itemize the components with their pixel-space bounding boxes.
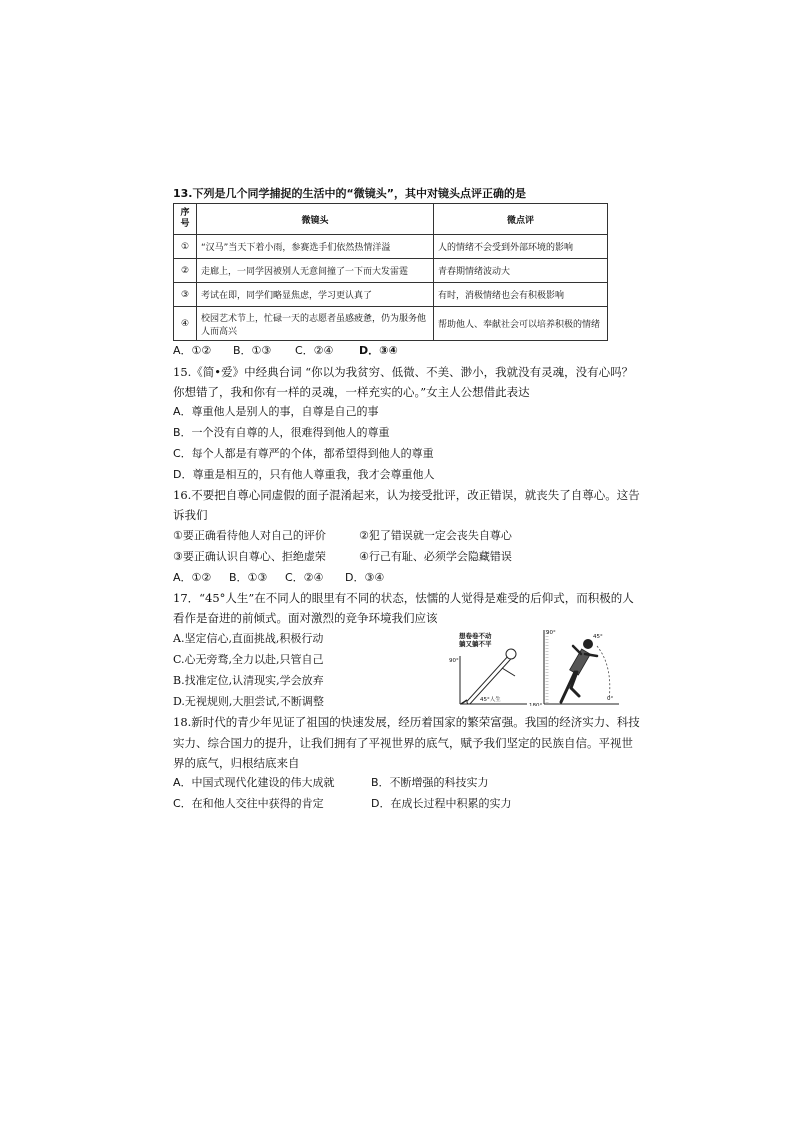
row-lens: 走廊上，一同学因被别人无意间撞了一下而大发雷霆: [197, 259, 434, 283]
q16-item-3: ③要正确认识自尊心、拒绝虚荣: [173, 550, 326, 563]
q16-item-1: ①要正确看待他人对自己的评价: [173, 529, 326, 542]
angle-arc: [597, 646, 610, 700]
q16-item-2: ②犯了错误就一定会丧失自尊心: [359, 529, 512, 542]
q18-option-d[interactable]: D．在成长过程中积累的实力: [371, 797, 512, 810]
q15-option-d[interactable]: D．尊重是相互的，只有他人尊重我，我才会尊重他人: [173, 468, 435, 481]
row-num: ①: [174, 235, 197, 259]
q16-stem-line2: 诉我们: [173, 508, 208, 522]
q17-illustration: [447, 626, 625, 706]
right-angle-45: 45°: [593, 634, 603, 640]
q13-option-b[interactable]: B．①③: [233, 344, 272, 357]
q13-table-header: [174, 204, 608, 235]
q17-stem-line2: 看作是奋进的前倾式。面对激烈的竞争环境我们应该: [173, 611, 438, 625]
q18-options-row2: [173, 796, 511, 812]
q17-option-a[interactable]: A.坚定信心,直面挑战,积极行动: [173, 632, 324, 645]
q16-items-row1: [173, 528, 512, 544]
arm-icon: [502, 668, 515, 676]
q16-options: [173, 570, 384, 586]
table-row: [174, 235, 608, 259]
reclining-figure: [449, 631, 527, 704]
row-comment: 人的情绪不会受到外部环境的影响: [434, 235, 608, 259]
q13-option-d[interactable]: D．③④: [359, 344, 398, 357]
q17-option-c[interactable]: C.心无旁骛,全力以赴,只管自己: [173, 653, 324, 666]
table-row: [174, 307, 608, 341]
row-comment: 帮助他人、奉献社会可以培养积极的情绪: [434, 307, 608, 341]
right-angle-180: 180°: [529, 703, 543, 706]
q16-item-4: ④行己有耻、必须学会隐藏错误: [359, 550, 512, 563]
right-angle-90: 90°: [546, 630, 556, 636]
q16-items-row2: [173, 549, 512, 565]
table-row: [174, 259, 608, 283]
q18-option-b[interactable]: B．不断增强的科技实力: [371, 776, 489, 789]
q15-option-b[interactable]: B．一个没有自尊的人，很难得到他人的尊重: [173, 426, 390, 439]
q17-option-b[interactable]: B.找准定位,认清现实,学会放弃: [173, 674, 324, 687]
q16-stem-line1: 16.不要把自尊心同虚假的面子混淆起来，认为接受批评，改正错误，就丧失了自尊心。这告: [173, 488, 640, 502]
q13-header-num: [174, 204, 197, 235]
q13-table: [173, 203, 608, 341]
q18-stem-line1: 18.新时代的青少年见证了祖国的快速发展，经历着国家的繁荣富强。我国的经济实力、科技: [173, 715, 640, 729]
q18-option-c[interactable]: C．在和他人交往中获得的肯定: [173, 797, 324, 810]
row-lens: 考试在即，同学们略显焦虑，学习更认真了: [197, 283, 434, 307]
table-row: [174, 283, 608, 307]
caption-line1: 想卷卷不动: [459, 632, 492, 640]
q13-option-a[interactable]: A．①②: [173, 344, 212, 357]
q16-option-c[interactable]: C．②④: [285, 571, 324, 584]
q13-option-c[interactable]: C．②④: [295, 344, 334, 357]
head-icon: [506, 649, 516, 659]
q16-option-d[interactable]: D．③④: [345, 571, 385, 584]
row-lens: “汉马”当天下着小雨，参赛选手们依然热情洋溢: [197, 235, 434, 259]
q18-option-a[interactable]: A．中国式现代化建设的伟大成就: [173, 776, 335, 789]
q15-stem-line2: 你想错了，我和你有一样的灵魂，一样充实的心。”女主人公想借此表达: [173, 385, 530, 399]
runner-head-icon: [583, 639, 593, 649]
q16-option-b[interactable]: B．①③: [229, 571, 268, 584]
q13-header-num-top: 序: [180, 208, 190, 218]
row-num: ③: [174, 283, 197, 307]
row-num: ②: [174, 259, 197, 283]
q18-stem-line3: 界的底气，归根结底来自: [173, 756, 300, 770]
q13-header-lens: 微镜头: [197, 204, 434, 235]
left-label: 45°人生: [480, 697, 501, 703]
q16-option-a[interactable]: A．①②: [173, 571, 212, 584]
q15-stem-line1: 15.《简•爱》中经典台词 “你以为我贫穷、低微、不美、渺小，我就没有灵魂，没有心吗？: [173, 365, 634, 379]
left-angle-90: 90°: [449, 658, 459, 664]
q13-stem: 13.下列是几个同学捕捉的生活中的“微镜头”，其中对镜头点评正确的是: [173, 187, 526, 200]
q15-option-a[interactable]: A．尊重他人是别人的事，自尊是自己的事: [173, 405, 379, 418]
q15-option-c[interactable]: C．每个人都是有尊严的个体，都希望得到他人的尊重: [173, 447, 434, 460]
right-angle-0: 0°: [607, 696, 614, 702]
q13-header-num-bottom: 号: [180, 219, 190, 229]
q17-option-d[interactable]: D.无视规则,大胆尝试,不断调整: [173, 695, 324, 708]
q13-options: [173, 343, 398, 359]
q18-stem-line2: 实力、综合国力的提升，让我们拥有了平视世界的底气，赋予我们坚定的民族自信。平视世: [173, 736, 633, 750]
row-comment: 有时，消极情绪也会有积极影响: [434, 283, 608, 307]
row-num: ④: [174, 307, 197, 341]
leaning-figure: [529, 630, 619, 706]
row-lens: 校园艺术节上，忙碌一天的志愿者虽感疲惫，仍为服务他人而高兴: [197, 307, 434, 341]
row-comment: 青春期情绪波动大: [434, 259, 608, 283]
foot-icon: [461, 700, 467, 704]
caption-line2: 躺又躺不平: [459, 640, 492, 648]
q17-stem-line1: 17．“45°人生”在不同人的眼里有不同的状态，怯懦的人觉得是难受的后仰式，而积极的人: [173, 591, 634, 605]
q13-header-comment: 微点评: [434, 204, 608, 235]
q18-options-row1: [173, 775, 489, 791]
